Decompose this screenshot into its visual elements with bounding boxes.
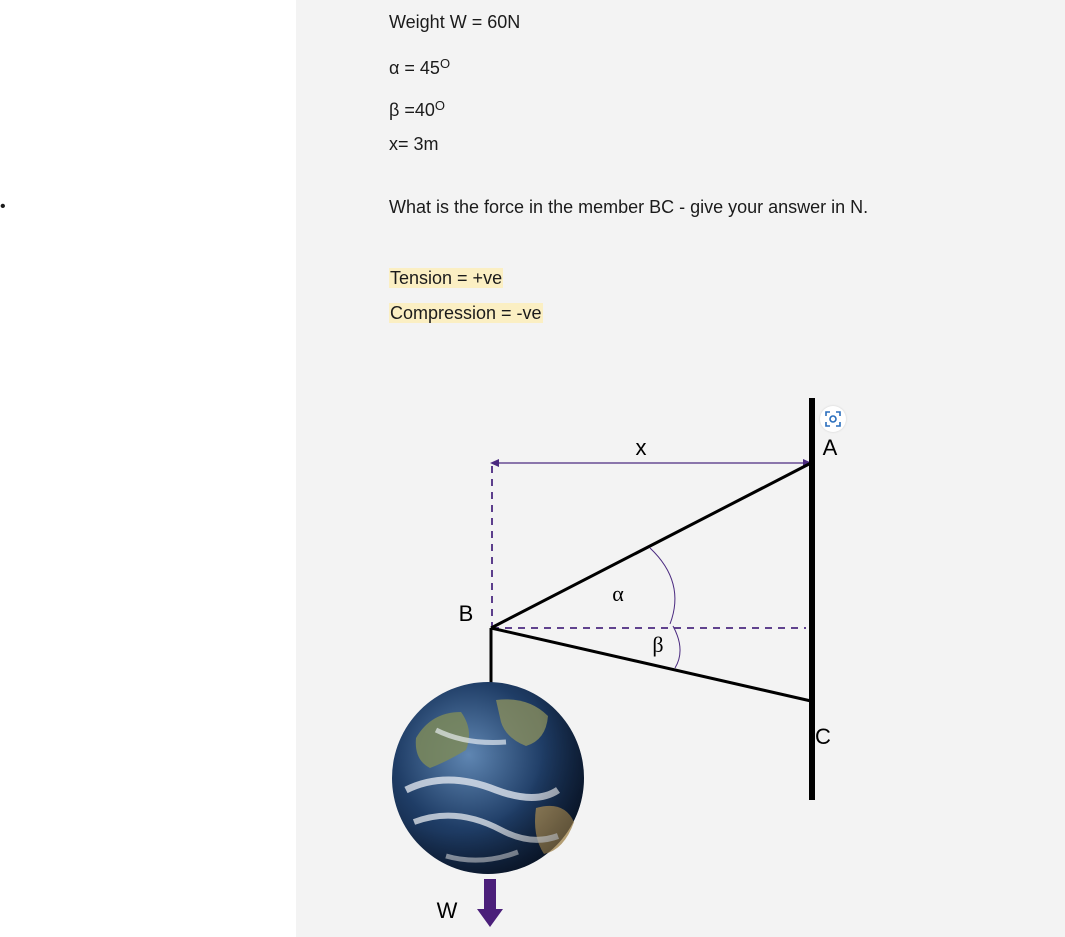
tension-highlight: Tension = +ve xyxy=(390,268,503,288)
label-alpha: α xyxy=(612,581,624,606)
dimension-arrow-left xyxy=(490,459,499,467)
x-text: x= 3m xyxy=(389,134,439,154)
question-panel xyxy=(296,0,1065,937)
down-arrow-icon xyxy=(477,879,503,927)
truss-diagram xyxy=(296,0,1065,937)
list-bullet: • xyxy=(0,198,6,215)
scan-icon xyxy=(820,406,846,432)
label-a: A xyxy=(822,435,838,460)
earth-globe-icon xyxy=(392,682,584,874)
compression-highlight: Compression = -ve xyxy=(390,303,542,323)
alpha-degree: O xyxy=(439,56,451,71)
member-ab xyxy=(491,463,811,628)
label-beta: β xyxy=(652,632,664,657)
beta-degree: O xyxy=(434,98,446,113)
member-bc xyxy=(491,628,811,701)
alpha-value: α = 45 xyxy=(389,58,440,78)
label-x: x xyxy=(635,435,647,460)
alpha-arc xyxy=(650,548,675,624)
label-b: B xyxy=(458,601,474,626)
beta-value: β =40 xyxy=(389,100,435,120)
weight-text: Weight W = 60N xyxy=(389,12,521,32)
scan-button[interactable] xyxy=(820,406,846,432)
label-w: W xyxy=(436,898,458,923)
question-prompt: What is the force in the member BC - give your answer in N. xyxy=(389,197,869,217)
label-c: C xyxy=(815,724,831,749)
beta-arc xyxy=(673,626,680,668)
